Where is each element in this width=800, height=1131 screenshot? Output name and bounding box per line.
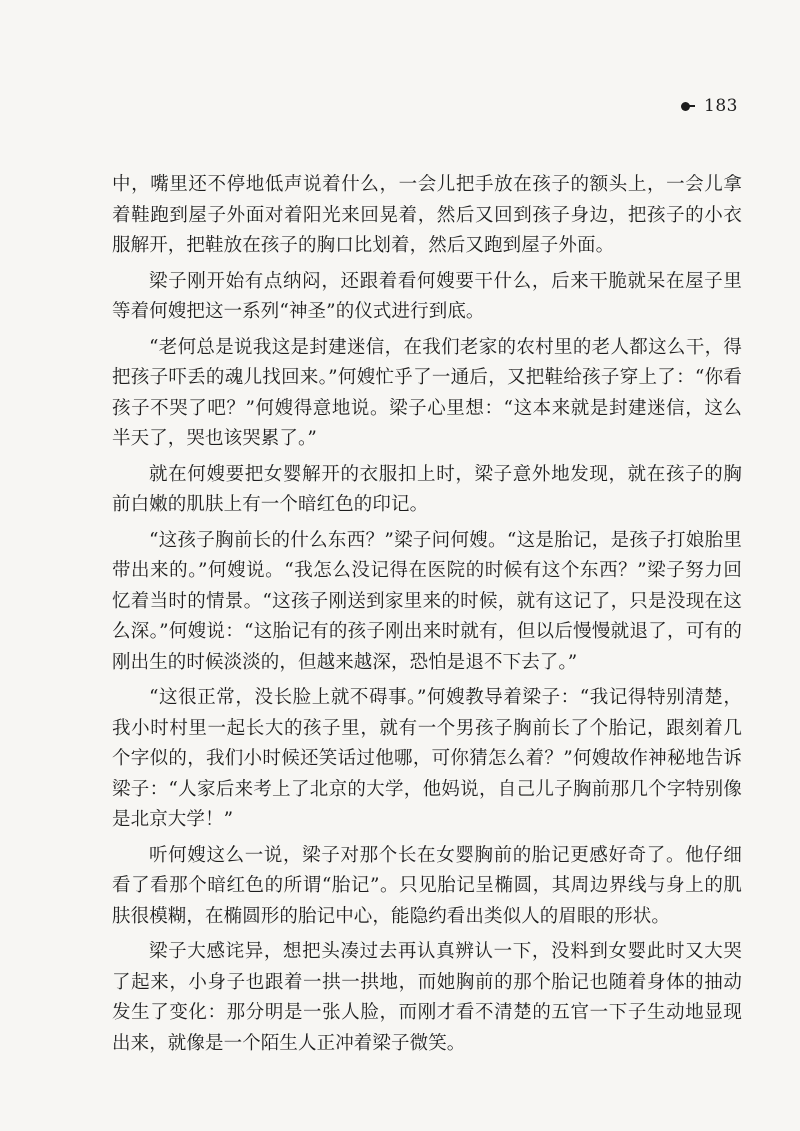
paragraph: 梁子大感诧异，想把头凑过去再认真辨认一下，没料到女婴此时又大哭了起来，小身子也跟着一拱一拱地，而她胸前的那个胎记也随着身体的抽动发生了变化：那分明是一张人脸，而刚才看不清楚的五官一下子生动地显现出来，就像是一个陌生人正冲着梁子微笑。 — [112, 941, 742, 1054]
paragraph: 梁子刚开始有点纳闷，还跟着看何嫂要干什么，后来干脆就呆在屋子里等着何嫂把这一系列“神圣”的仪式进行到底。 — [112, 270, 742, 322]
paragraph: “这很正常，没长脸上就不碍事。”何嫂教导着梁子：“我记得特别清楚，我小时村里一起长大的孩子里，就有一个男孩子胸前长了个胎记，跟刻着几个字似的，我们小时候还笑话过他哪，可你猜怎么着？”何嫂故作神秘地告诉梁子：“人家后来考上了北京的大学，他妈说，自己儿子胸前那几个字特别像是北京大学！” — [112, 687, 742, 830]
paragraph: “老何总是说我这是封建迷信，在我们老家的农村里的老人都这么干，得把孩子吓丢的魂儿找回来。”何嫂忙乎了一通后，又把鞋给孩子穿上了：“你看孩子不哭了吧？”何嫂得意地说。梁子心里想：“这本来就是封建迷信，这么半天了，哭也该哭累了。” — [112, 336, 742, 449]
paragraph: 就在何嫂要把女婴解开的衣服扣上时，梁子意外地发现，就在孩子的胸前白嫩的肌肤上有一个暗红色的印记。 — [112, 463, 742, 515]
page-header — [681, 96, 738, 116]
paragraph: 中，嘴里还不停地低声说着什么，一会儿把手放在孩子的额头上，一会儿拿着鞋跑到屋子外面对着阳光来回晃着，然后又回到孩子身边，把孩子的小衣服解开，把鞋放在孩子的胸口比划着，然后又跑到屋子外面。 — [112, 174, 742, 256]
bullet-marker-icon — [681, 102, 690, 111]
body-text — [112, 170, 742, 1059]
page-number: 183 — [704, 96, 738, 116]
paragraph: “这孩子胸前长的什么东西？”梁子问何嫂。“这是胎记，是孩子打娘胎里带出来的。”何嫂说。“我怎么没记得在医院的时候有这个东西？”梁子努力回忆着当时的情景。“这孩子刚送到家里来的时候，就有这记了，只是没现在这么深。”何嫂说：“这胎记有的孩子刚出来时就有，但以后慢慢就退了，可有的刚出生的时候淡淡的，但越来越深，恐怕是退不下去了。” — [112, 529, 742, 673]
paragraph: 听何嫂这么一说，梁子对那个长在女婴胸前的胎记更感好奇了。他仔细看了看那个暗红色的所谓“胎记”。只见胎记呈椭圆，其周边界线与身上的肌肤很模糊，在椭圆形的胎记中心，能隐约看出类似人的眉眼的形状。 — [112, 844, 742, 927]
